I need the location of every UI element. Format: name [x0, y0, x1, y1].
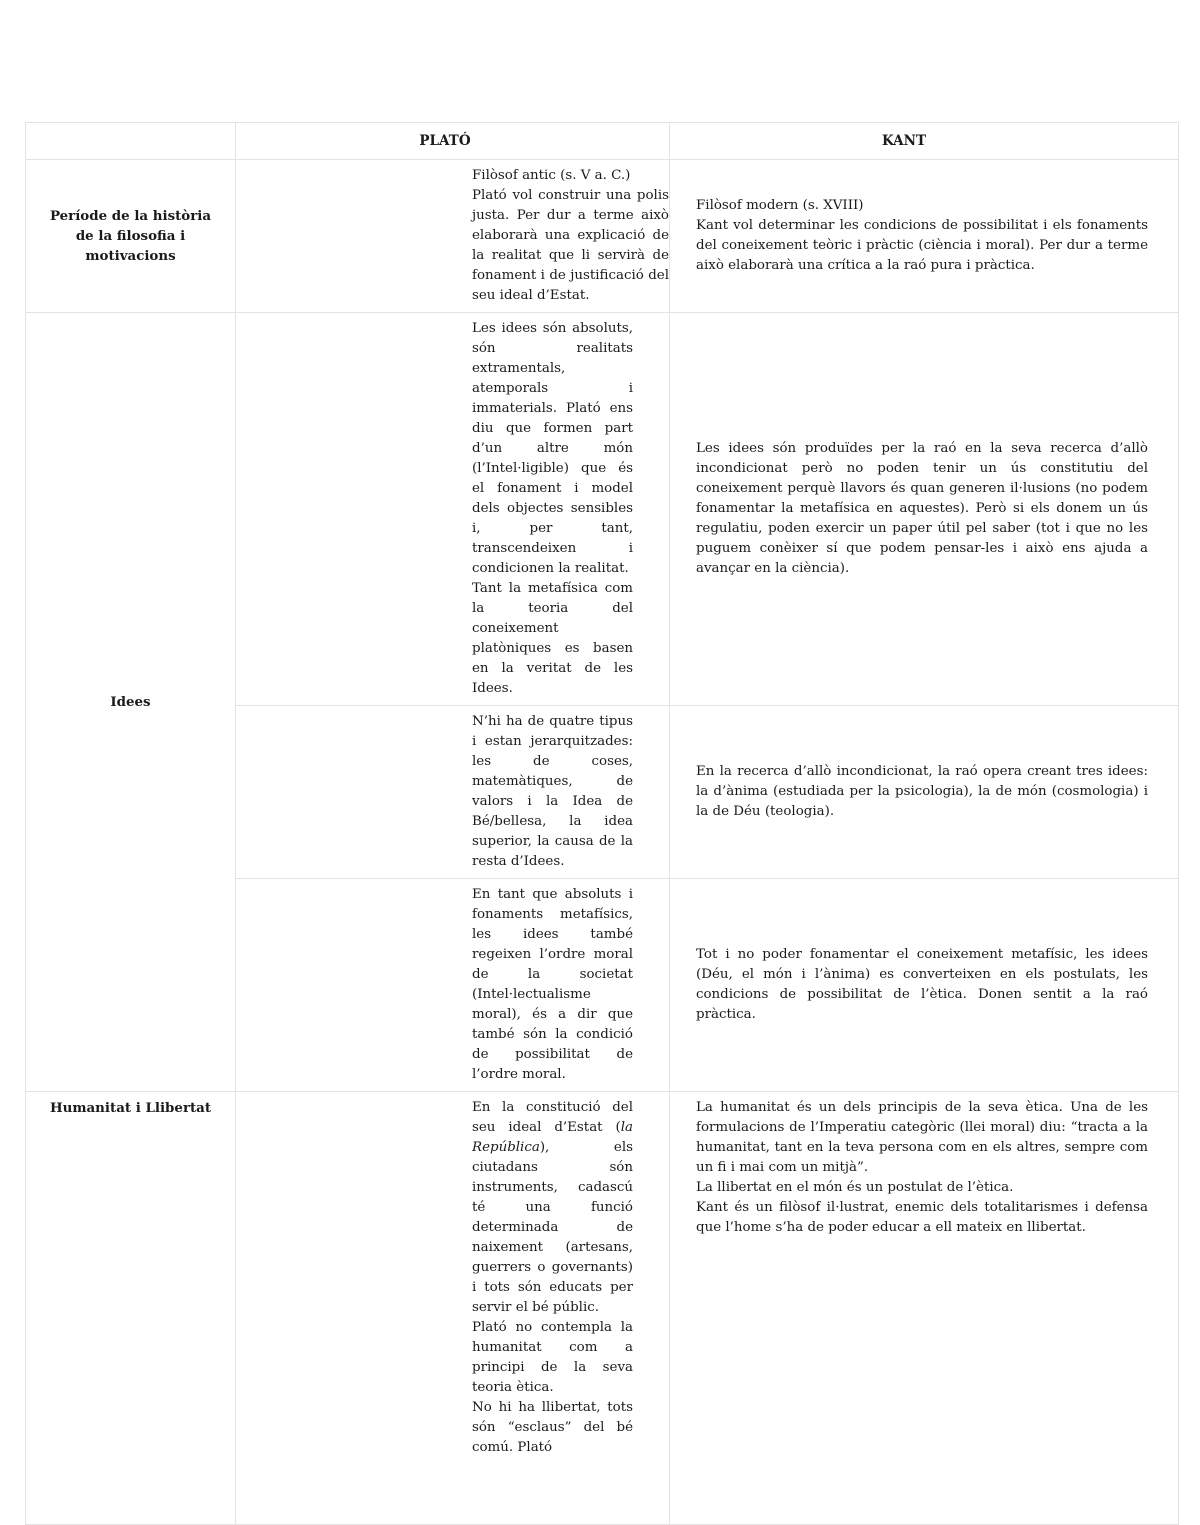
- header-plato: PLATÓ: [236, 123, 670, 160]
- kant-periode-line-1: Filòsof modern (s. XVIII): [696, 198, 864, 213]
- row-label-idees: Idees: [26, 313, 236, 1092]
- kant-humanitat-line-2: La llibertat en el món és un postulat de l’ètica.: [696, 1180, 1014, 1195]
- kant-idees-cell-3: Tot i no poder fonamentar el coneixement metafísic, les idees (Déu, el món i l’ànima) es converteixen en els postulats, les condicions de possibilitat de l’ètica. Donen sentit a la raó pràctica.: [670, 879, 1179, 1092]
- kant-humanitat-line-1: La humanitat és un dels principis de la seva ètica. Una de les formulacions de l’Imperatiu categòric (llei moral) diu: “tracta a la humanitat, tant en la teva persona com en els altres, sempre com un fi i mai com un mitjà”.: [696, 1100, 1148, 1175]
- header-empty-cell: [26, 123, 236, 160]
- plato-humanitat-cell: [236, 1092, 670, 1525]
- table-header-row: [26, 123, 1179, 160]
- plato-humanitat-text-b: ), els ciutadans són instruments, cadascú té una funció determinada de naixement (artesans, guerrers o governants) i tots són educats per servir el bé públic.: [472, 1140, 633, 1315]
- plato-humanitat-text-a: En la constitució del seu ideal d’Estat (: [472, 1100, 633, 1135]
- republica-title: la República: [472, 1120, 633, 1155]
- plato-idees-1-line-2: Tant la metafísica com la teoria del coneixement platòniques es basen en la veritat de les Idees.: [472, 581, 633, 696]
- row-label-periode: Període de la història de la filosofia i motivacions: [26, 160, 236, 313]
- plato-idees-cell-1: [236, 313, 670, 706]
- kant-periode-cell: [670, 160, 1179, 313]
- kant-idees-cell-2: En la recerca d’allò incondicionat, la raó opera creant tres idees: la d’ànima (estudiada per la psicologia), la de món (cosmologia) i la de Déu (teologia).: [670, 706, 1179, 879]
- table-row-periode: [26, 160, 1179, 313]
- plato-idees-cell-3: En tant que absoluts i fonaments metafísics, les idees també regeixen l’ordre moral de la societat (Intel·lectualisme moral), és a dir que també són la condició de possibilitat de l’ordre moral.: [236, 879, 670, 1092]
- plato-idees-cell-2: N’hi ha de quatre tipus i estan jerarquitzades: les de coses, matemàtiques, de valors i la Idea de Bé/bellesa, la idea superior, la causa de la resta d’Idees.: [236, 706, 670, 879]
- kant-idees-cell-1: Les idees són produïdes per la raó en la seva recerca d’allò incondicionat però no poden tenir un ús constitutiu del coneixement perquè llavors és quan generen il·lusions (no podem fonamentar la metafísica en aquestes). Però si els donem un ús regulatiu, poden exercir un paper útil pel saber (tot i que no les puguem conèixer sí que podem pensar-les i això ens ajuda a avançar en la ciència).: [670, 313, 1179, 706]
- plato-periode-line-2: Plató vol construir una polis justa. Per dur a terme això elaborarà una explicació de la realitat que li servirà de fonament i de justificació del seu ideal d’Estat.: [472, 188, 669, 303]
- kant-periode-line-2: Kant vol determinar les condicions de possibilitat i els fonaments del coneixement teòric i pràctic (ciència i moral). Per dur a terme això elaborarà una crítica a la raó pura i pràctica.: [696, 218, 1148, 273]
- plato-humanitat-line-2: Plató no contempla la humanitat com a principi de la seva teoria ètica.: [472, 1320, 633, 1395]
- plato-humanitat-line-3: No hi ha llibertat, tots són “esclaus” del bé comú. Plató: [472, 1400, 633, 1455]
- comparison-table: [25, 122, 1179, 1525]
- plato-idees-1-line-1: Les idees són absoluts, són realitats extramentals, atemporals i immaterials. Plató ens diu que formen part d’un altre món (l’Intel·ligible) que és el fonament i model dels objectes sensibles i, per tant, transcendeixen i condicionen la realitat.: [472, 321, 633, 576]
- kant-humanitat-line-3: Kant és un filòsof il·lustrat, enemic dels totalitarismes i defensa que l’home s’ha de poder educar a ell mateix en llibertat.: [696, 1200, 1148, 1235]
- kant-humanitat-cell: [670, 1092, 1179, 1525]
- table-row-idees-1: [26, 313, 1179, 706]
- plato-humanitat-line-1: [472, 1098, 633, 1318]
- header-kant: KANT: [670, 123, 1179, 160]
- plato-periode-cell: [236, 160, 670, 313]
- table-row-humanitat: [26, 1092, 1179, 1525]
- plato-periode-line-1: Filòsof antic (s. V a. C.): [472, 168, 631, 183]
- row-label-humanitat: Humanitat i Llibertat: [26, 1092, 236, 1525]
